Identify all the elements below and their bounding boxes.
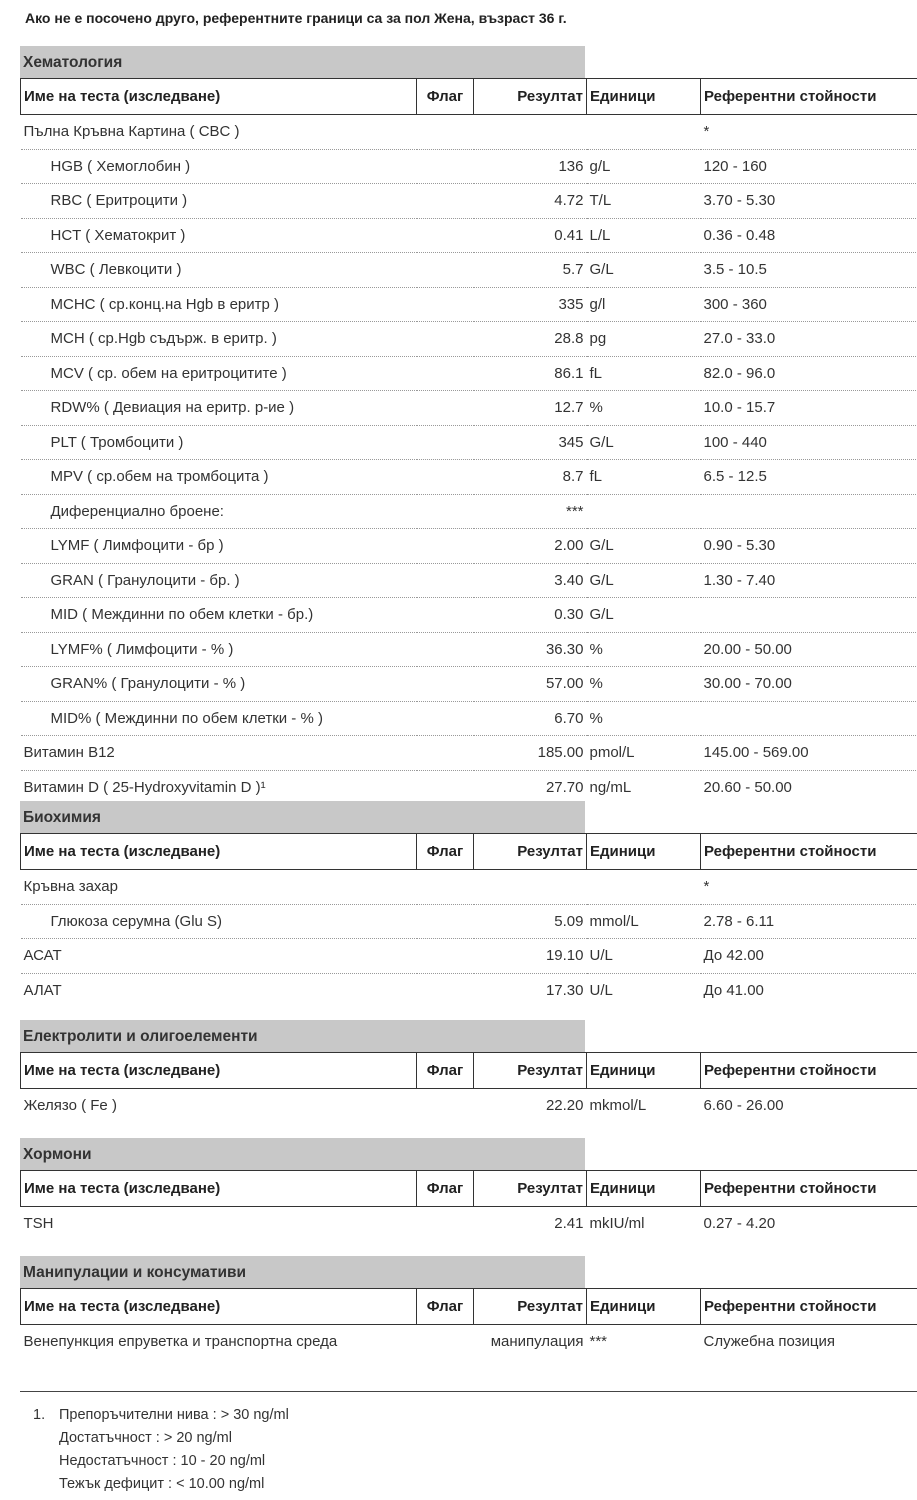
section-1 bbox=[20, 801, 917, 1007]
result-value: 4.72 bbox=[474, 184, 587, 219]
col-header-result: Резултат bbox=[474, 1289, 587, 1325]
flag-cell bbox=[417, 287, 474, 322]
test-name: Пълна Кръвна Картина ( CBC ) bbox=[21, 115, 417, 150]
col-header-flag: Флаг bbox=[417, 1053, 474, 1089]
reference-range: 27.0 - 33.0 bbox=[701, 322, 917, 357]
reference-range: 0.90 - 5.30 bbox=[701, 529, 917, 564]
reference-range: 6.60 - 26.00 bbox=[703, 1097, 784, 1115]
flag-cell bbox=[417, 598, 474, 633]
table-header-row bbox=[21, 1171, 917, 1207]
test-name: Диференциално броене: bbox=[21, 494, 417, 529]
units-value: mmol/L bbox=[587, 904, 701, 939]
result-value: 6.70 bbox=[474, 701, 587, 736]
footnote-line-1: 1. Препоръчителни нива : > 30 ng/ml bbox=[33, 1404, 289, 1427]
test-name: Витамин D ( 25-Hydroxyvitamin D )¹ bbox=[23, 778, 266, 796]
results-table bbox=[20, 833, 917, 1007]
flag-cell bbox=[417, 973, 474, 1007]
col-header-result: Резултат bbox=[474, 834, 587, 870]
reference-range: 82.0 - 96.0 bbox=[701, 356, 917, 391]
footnote-line-4: Тежък дефицит : < 10.00 ng/ml bbox=[59, 1476, 265, 1492]
units-value: % bbox=[587, 632, 701, 667]
units-value bbox=[587, 115, 701, 150]
units-value: G/L bbox=[587, 425, 701, 460]
table-row bbox=[21, 253, 917, 288]
result-value: 5.09 bbox=[474, 904, 587, 939]
result-value: 5.7 bbox=[474, 253, 587, 288]
flag-cell bbox=[417, 904, 474, 939]
test-name: АЛАТ bbox=[23, 981, 62, 999]
flag-cell bbox=[417, 115, 474, 150]
test-name: GRAN ( Гранулоцити - бр. ) bbox=[21, 563, 417, 598]
test-name: Глюкоза серумна (Glu S) bbox=[21, 904, 417, 939]
units-value: G/L bbox=[587, 529, 701, 564]
flag-cell bbox=[417, 939, 474, 974]
result-value: 19.10 bbox=[474, 939, 587, 974]
result-value: 8.7 bbox=[474, 460, 587, 495]
result-value: 3.40 bbox=[474, 563, 587, 598]
reference-range bbox=[701, 494, 917, 529]
result-value: 345 bbox=[474, 425, 587, 460]
reference-range: 3.70 - 5.30 bbox=[701, 184, 917, 219]
result-value: 36.30 bbox=[474, 632, 587, 667]
reference-range: До 42.00 bbox=[701, 939, 917, 974]
result-value: 12.7 bbox=[474, 391, 587, 426]
test-name: LYMF% ( Лимфоцити - % ) bbox=[21, 632, 417, 667]
reference-range bbox=[701, 598, 917, 633]
reference-range: Служебна позиция bbox=[703, 1333, 835, 1351]
footnote-number: 1. bbox=[33, 1407, 46, 1423]
section-3 bbox=[20, 1138, 917, 1241]
flag-cell bbox=[417, 701, 474, 736]
units-value: *** bbox=[589, 1333, 608, 1351]
units-value: ng/mL bbox=[589, 778, 632, 796]
section-title: Биохимия bbox=[20, 801, 585, 833]
results-table bbox=[20, 1052, 917, 1123]
units-value: U/L bbox=[589, 981, 613, 999]
table-row bbox=[21, 563, 917, 598]
table-row bbox=[21, 904, 917, 939]
table-row bbox=[21, 1089, 917, 1123]
table-row bbox=[21, 667, 917, 702]
col-header-name: Име на теста (изследване) bbox=[21, 834, 417, 870]
flag-cell bbox=[417, 736, 474, 771]
section-title: Хормони bbox=[20, 1138, 585, 1170]
table-row bbox=[21, 736, 917, 771]
result-value: 27.70 bbox=[545, 778, 584, 796]
col-header-name: Име на теста (изследване) bbox=[21, 1053, 417, 1089]
section-0 bbox=[20, 46, 917, 804]
test-name: MID ( Междинни по обем клетки - бр.) bbox=[21, 598, 417, 633]
test-name: PLT ( Тромбоцити ) bbox=[21, 425, 417, 460]
units-value: fL bbox=[587, 460, 701, 495]
table-row bbox=[21, 973, 917, 1007]
units-value: pg bbox=[587, 322, 701, 357]
test-name: HCT ( Хематокрит ) bbox=[21, 218, 417, 253]
table-row bbox=[21, 494, 917, 529]
reference-range: 20.60 - 50.00 bbox=[703, 778, 792, 796]
results-table bbox=[20, 78, 917, 804]
reference-range: 100 - 440 bbox=[701, 425, 917, 460]
table-row bbox=[21, 632, 917, 667]
reference-range: 2.78 - 6.11 bbox=[701, 904, 917, 939]
results-table bbox=[20, 1288, 917, 1359]
col-header-reference: Референтни стойности bbox=[701, 1053, 917, 1089]
result-value: 185.00 bbox=[474, 736, 587, 771]
units-value: G/L bbox=[587, 598, 701, 633]
units-value: U/L bbox=[587, 939, 701, 974]
flag-cell bbox=[417, 356, 474, 391]
col-header-flag: Флаг bbox=[417, 1171, 474, 1207]
result-value: 0.41 bbox=[474, 218, 587, 253]
reference-range bbox=[701, 701, 917, 736]
test-name: WBC ( Левкоцити ) bbox=[21, 253, 417, 288]
test-name: Венепункция епруветка и транспортна среда bbox=[23, 1333, 338, 1351]
table-row bbox=[21, 218, 917, 253]
table-row bbox=[21, 701, 917, 736]
reference-note: Ако не е посочено друго, референтните граници са за пол Жена, възраст 36 г. bbox=[25, 10, 567, 26]
test-name: MPV ( ср.обем на тромбоцита ) bbox=[21, 460, 417, 495]
reference-range: 0.36 - 0.48 bbox=[701, 218, 917, 253]
table-row bbox=[21, 598, 917, 633]
col-header-name: Име на теста (изследване) bbox=[21, 79, 417, 115]
reference-range: * bbox=[701, 870, 917, 905]
table-row bbox=[21, 939, 917, 974]
table-header-row bbox=[21, 1053, 917, 1089]
test-name: MCV ( ср. обем на еритроцитите ) bbox=[21, 356, 417, 391]
units-value: fL bbox=[587, 356, 701, 391]
units-value: g/L bbox=[587, 149, 701, 184]
flag-cell bbox=[417, 149, 474, 184]
test-name: GRAN% ( Гранулоцити - % ) bbox=[21, 667, 417, 702]
reference-range: 20.00 - 50.00 bbox=[701, 632, 917, 667]
units-value: pmol/L bbox=[587, 736, 701, 771]
units-value: T/L bbox=[587, 184, 701, 219]
units-value: G/L bbox=[587, 253, 701, 288]
col-header-name: Име на теста (изследване) bbox=[21, 1289, 417, 1325]
flag-cell bbox=[417, 529, 474, 564]
flag-cell bbox=[417, 770, 474, 804]
table-row bbox=[21, 391, 917, 426]
test-name: MCHC ( ср.конц.на Hgb в еритр ) bbox=[21, 287, 417, 322]
result-value bbox=[474, 870, 587, 905]
results-table bbox=[20, 1170, 917, 1241]
col-header-units: Единици bbox=[587, 1289, 701, 1325]
reference-range: 30.00 - 70.00 bbox=[701, 667, 917, 702]
flag-cell bbox=[417, 184, 474, 219]
units-value: % bbox=[587, 391, 701, 426]
table-row bbox=[21, 529, 917, 564]
units-value: g/l bbox=[587, 287, 701, 322]
test-name: Витамин B12 bbox=[21, 736, 417, 771]
col-header-units: Единици bbox=[587, 79, 701, 115]
col-header-flag: Флаг bbox=[417, 79, 474, 115]
reference-range: * bbox=[701, 115, 917, 150]
flag-cell bbox=[417, 494, 474, 529]
section-4 bbox=[20, 1256, 917, 1359]
flag-cell bbox=[417, 632, 474, 667]
test-name: АСАТ bbox=[21, 939, 417, 974]
units-value: % bbox=[587, 667, 701, 702]
flag-cell bbox=[417, 1325, 474, 1359]
section-title: Манипулации и консумативи bbox=[20, 1256, 585, 1288]
col-header-result: Резултат bbox=[474, 79, 587, 115]
section-title: Хематология bbox=[20, 46, 585, 78]
flag-cell bbox=[417, 1207, 474, 1241]
units-value bbox=[587, 494, 701, 529]
table-row bbox=[21, 1325, 917, 1359]
result-value: 2.41 bbox=[554, 1215, 584, 1233]
flag-cell bbox=[417, 253, 474, 288]
reference-range: 120 - 160 bbox=[701, 149, 917, 184]
table-row bbox=[21, 870, 917, 905]
test-name: MID% ( Междинни по обем клетки - % ) bbox=[21, 701, 417, 736]
result-value: 28.8 bbox=[474, 322, 587, 357]
table-row bbox=[21, 287, 917, 322]
table-row bbox=[21, 115, 917, 150]
result-value: 136 bbox=[474, 149, 587, 184]
col-header-flag: Флаг bbox=[417, 834, 474, 870]
col-header-flag: Флаг bbox=[417, 1289, 474, 1325]
result-value: 57.00 bbox=[474, 667, 587, 702]
test-name: RDW% ( Девиация на еритр. р-ие ) bbox=[21, 391, 417, 426]
units-value bbox=[587, 870, 701, 905]
reference-range: 10.0 - 15.7 bbox=[701, 391, 917, 426]
test-name: TSH bbox=[23, 1215, 54, 1233]
table-row bbox=[21, 1207, 917, 1241]
result-value: манипулация bbox=[490, 1333, 584, 1351]
result-value: 335 bbox=[474, 287, 587, 322]
units-value: L/L bbox=[587, 218, 701, 253]
flag-cell bbox=[417, 667, 474, 702]
flag-cell bbox=[417, 322, 474, 357]
flag-cell bbox=[417, 1089, 474, 1123]
table-row bbox=[21, 425, 917, 460]
flag-cell bbox=[417, 425, 474, 460]
section-2 bbox=[20, 1020, 917, 1123]
col-header-reference: Референтни стойности bbox=[701, 79, 917, 115]
test-name: RBC ( Еритроцити ) bbox=[21, 184, 417, 219]
flag-cell bbox=[417, 870, 474, 905]
units-value: mkmol/L bbox=[589, 1097, 647, 1115]
units-value: G/L bbox=[587, 563, 701, 598]
units-value: % bbox=[587, 701, 701, 736]
col-header-result: Резултат bbox=[474, 1171, 587, 1207]
col-header-reference: Референтни стойности bbox=[701, 1171, 917, 1207]
reference-range: 3.5 - 10.5 bbox=[701, 253, 917, 288]
table-row bbox=[21, 184, 917, 219]
footnote-line-3: Недостатъчност : 10 - 20 ng/ml bbox=[59, 1453, 266, 1469]
table-header-row bbox=[21, 834, 917, 870]
units-value: mkIU/ml bbox=[589, 1215, 645, 1233]
result-value bbox=[474, 115, 587, 150]
flag-cell bbox=[417, 218, 474, 253]
result-value: 22.20 bbox=[545, 1097, 584, 1115]
col-header-reference: Референтни стойности bbox=[701, 1289, 917, 1325]
reference-range: 145.00 - 569.00 bbox=[701, 736, 917, 771]
table-row bbox=[21, 322, 917, 357]
result-value: *** bbox=[474, 494, 587, 529]
col-header-reference: Референтни стойности bbox=[701, 834, 917, 870]
reference-range: 300 - 360 bbox=[701, 287, 917, 322]
table-row bbox=[21, 460, 917, 495]
test-name: LYMF ( Лимфоцити - бр ) bbox=[21, 529, 417, 564]
result-value: 2.00 bbox=[474, 529, 587, 564]
col-header-units: Единици bbox=[587, 1171, 701, 1207]
footnote bbox=[33, 1404, 289, 1496]
flag-cell bbox=[417, 391, 474, 426]
reference-range: 0.27 - 4.20 bbox=[703, 1215, 776, 1233]
table-row bbox=[21, 770, 917, 804]
test-name: HGB ( Хемоглобин ) bbox=[21, 149, 417, 184]
col-header-name: Име на теста (изследване) bbox=[21, 1171, 417, 1207]
flag-cell bbox=[417, 460, 474, 495]
reference-range: 6.5 - 12.5 bbox=[701, 460, 917, 495]
reference-range: До 41.00 bbox=[703, 981, 764, 999]
result-value: 0.30 bbox=[474, 598, 587, 633]
test-name: Кръвна захар bbox=[21, 870, 417, 905]
table-header-row bbox=[21, 1289, 917, 1325]
col-header-units: Единици bbox=[587, 1053, 701, 1089]
table-row bbox=[21, 356, 917, 391]
table-header-row bbox=[21, 79, 917, 115]
result-value: 17.30 bbox=[545, 981, 584, 999]
col-header-result: Резултат bbox=[474, 1053, 587, 1089]
reference-range: 1.30 - 7.40 bbox=[701, 563, 917, 598]
footer-divider bbox=[20, 1391, 917, 1392]
test-name: MCH ( ср.Hgb съдърж. в еритр. ) bbox=[21, 322, 417, 357]
footnote-line-2: Достатъчност : > 20 ng/ml bbox=[59, 1430, 232, 1446]
result-value: 86.1 bbox=[474, 356, 587, 391]
table-row bbox=[21, 149, 917, 184]
col-header-units: Единици bbox=[587, 834, 701, 870]
test-name: Желязо ( Fe ) bbox=[23, 1097, 117, 1115]
flag-cell bbox=[417, 563, 474, 598]
section-title: Електролити и олигоелементи bbox=[20, 1020, 585, 1052]
